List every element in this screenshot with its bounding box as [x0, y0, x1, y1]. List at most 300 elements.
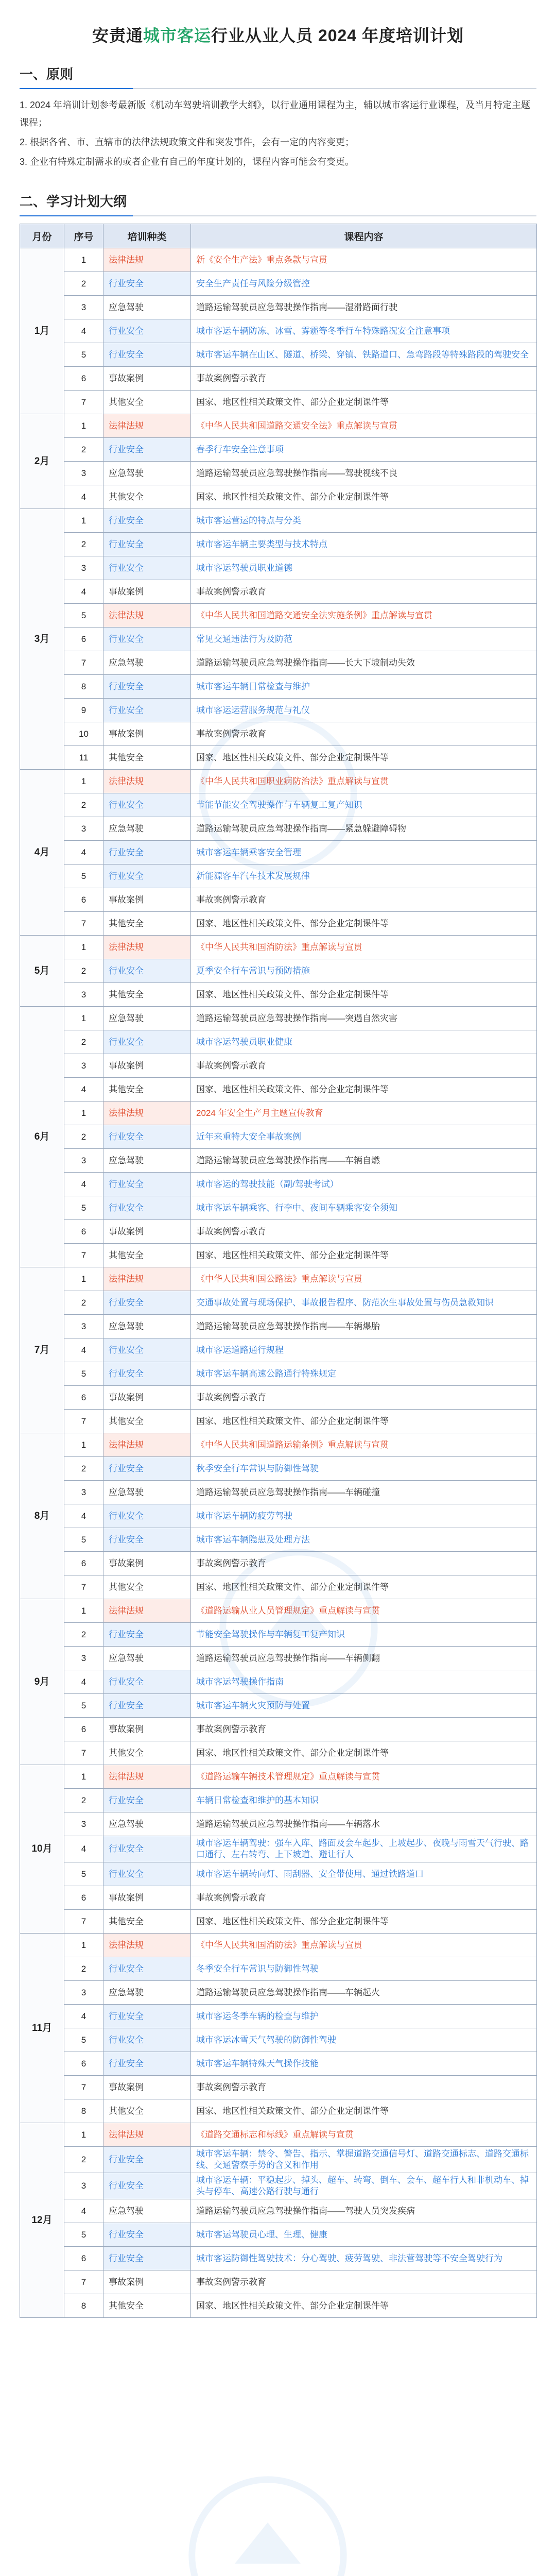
course-content-cell: 城市客运冰雪天气驾驶的防御性驾驶 [191, 2028, 537, 2052]
table-row [20, 1528, 537, 1552]
training-type-cell: 行业安全 [103, 1957, 191, 1981]
training-type-cell: 行业安全 [103, 343, 191, 367]
seq-cell: 6 [64, 1718, 103, 1741]
course-content-cell: 城市客运车辆火灾预防与处置 [191, 1694, 537, 1718]
table-row [20, 1886, 537, 1910]
seq-cell: 1 [64, 414, 103, 438]
table-row [20, 556, 537, 580]
seq-cell: 3 [64, 1481, 103, 1504]
table-row [20, 1267, 537, 1291]
training-type-cell: 法律法规 [103, 936, 191, 959]
table-row [20, 1054, 537, 1078]
training-type-cell: 应急驾驶 [103, 462, 191, 485]
training-type-cell: 其他安全 [103, 912, 191, 936]
seq-cell: 1 [64, 1007, 103, 1030]
principles-list [20, 96, 536, 171]
course-content-cell: 城市客运冬季车辆的检查与维护 [191, 2005, 537, 2028]
course-content-cell: 道路运输驾驶员应急驾驶操作指南——突遇自然灾害 [191, 1007, 537, 1030]
page-title [20, 23, 536, 46]
course-content-cell: 城市客运车辆：平稳起步、掉头、超车、转弯、倒车、会车、超车行人和非机动车、掉头与停车、高速公路行驶与通行 [191, 2173, 537, 2199]
table-row [20, 1481, 537, 1504]
training-type-cell: 法律法规 [103, 770, 191, 793]
table-row [20, 841, 537, 865]
course-content-cell: 2024 年安全生产月主题宣传教育 [191, 1101, 537, 1125]
month-cell: 9月 [20, 1599, 64, 1765]
training-type-cell: 应急驾驶 [103, 1647, 191, 1670]
course-content-cell: 城市客运驾驶员职业道德 [191, 556, 537, 580]
training-type-cell: 行业安全 [103, 272, 191, 296]
training-type-cell: 行业安全 [103, 556, 191, 580]
seq-cell: 4 [64, 1078, 103, 1101]
month-cell: 3月 [20, 509, 64, 770]
table-row [20, 2005, 537, 2028]
table-row [20, 1575, 537, 1599]
header-type: 培训种类 [103, 224, 191, 248]
table-row [20, 1291, 537, 1315]
training-type-cell: 事故案例 [103, 1552, 191, 1575]
training-type-cell: 其他安全 [103, 1244, 191, 1267]
course-content-cell: 新能源客车汽车技术发展规律 [191, 865, 537, 888]
seq-cell: 7 [64, 1741, 103, 1765]
seq-cell: 6 [64, 1886, 103, 1910]
training-type-cell: 事故案例 [103, 1886, 191, 1910]
course-content-cell: 道路运输驾驶员应急驾驶操作指南——湿滑路面行驶 [191, 296, 537, 319]
table-row [20, 2099, 537, 2123]
table-row [20, 367, 537, 391]
course-content-cell: 城市客运驾驶员职业健康 [191, 1030, 537, 1054]
table-row [20, 1007, 537, 1030]
table-row [20, 770, 537, 793]
seq-cell: 1 [64, 248, 103, 272]
training-type-cell: 法律法规 [103, 1433, 191, 1457]
course-content-cell: 城市客运车辆特殊天气操作技能 [191, 2052, 537, 2076]
table-row [20, 1410, 537, 1433]
section-outline-heading: 二、学习计划大纲 [20, 194, 127, 209]
table-row [20, 2052, 537, 2076]
seq-cell: 3 [64, 1981, 103, 2005]
training-type-cell: 行业安全 [103, 533, 191, 556]
seq-cell: 7 [64, 391, 103, 414]
seq-cell: 3 [64, 1812, 103, 1836]
table-body [20, 248, 537, 2318]
table-row [20, 888, 537, 912]
course-content-cell: 安全生产责任与风险分级管控 [191, 272, 537, 296]
course-content-cell: 城市客运车辆防疲劳驾驶 [191, 1504, 537, 1528]
course-content-cell: 国家、地区性相关政策文件、部分企业定制课件等 [191, 1410, 537, 1433]
seq-cell: 3 [64, 296, 103, 319]
training-type-cell: 行业安全 [103, 628, 191, 651]
course-content-cell: 国家、地区性相关政策文件、部分企业定制课件等 [191, 912, 537, 936]
seq-cell: 7 [64, 1410, 103, 1433]
table-row [20, 1934, 537, 1957]
seq-cell: 7 [64, 1244, 103, 1267]
training-type-cell: 事故案例 [103, 888, 191, 912]
training-type-cell: 行业安全 [103, 1338, 191, 1362]
table-row [20, 722, 537, 746]
table-row [20, 699, 537, 722]
table-row [20, 438, 537, 462]
table-row [20, 1599, 537, 1623]
table-row [20, 1315, 537, 1338]
table-row [20, 936, 537, 959]
table-row [20, 1981, 537, 2005]
course-content-cell: 事故案例警示教育 [191, 722, 537, 746]
course-content-cell: 道路运输驾驶员应急驾驶操作指南——车辆自燃 [191, 1149, 537, 1173]
course-content-cell: 春季行车安全注意事项 [191, 438, 537, 462]
course-content-cell: 国家、地区性相关政策文件、部分企业定制课件等 [191, 1244, 537, 1267]
course-content-cell: 事故案例警示教育 [191, 2076, 537, 2099]
table-row [20, 462, 537, 485]
seq-cell: 1 [64, 2123, 103, 2147]
training-type-cell: 事故案例 [103, 580, 191, 604]
table-row [20, 296, 537, 319]
training-type-cell: 其他安全 [103, 2294, 191, 2318]
table-row [20, 1457, 537, 1481]
title-prefix: 安责通 [92, 26, 143, 45]
course-content-cell: 城市客运驾驶员心理、生理、健康 [191, 2223, 537, 2247]
training-type-cell: 行业安全 [103, 1670, 191, 1694]
table-row [20, 2223, 537, 2247]
table-row [20, 1862, 537, 1886]
course-content-cell: 城市客运车辆乘客安全管理 [191, 841, 537, 865]
seq-cell: 6 [64, 1386, 103, 1410]
training-type-cell: 行业安全 [103, 1836, 191, 1862]
section-divider [20, 215, 536, 216]
course-content-cell: 城市客运车辆驾驶：强车入库、路面及会车起步、上坡起步、夜晚与雨雪天气行驶、路口通行、左右转弯、上下坡道、避让行人 [191, 1836, 537, 1862]
course-content-cell: 《道路运输从业人员管理规定》重点解读与宣贯 [191, 1599, 537, 1623]
training-type-cell: 行业安全 [103, 1125, 191, 1149]
month-cell: 11月 [20, 1934, 64, 2123]
seq-cell: 1 [64, 1934, 103, 1957]
table-row [20, 2294, 537, 2318]
table-row [20, 1694, 537, 1718]
month-cell: 6月 [20, 1007, 64, 1267]
seq-cell: 7 [64, 912, 103, 936]
course-content-cell: 新《安全生产法》重点条款与宣贯 [191, 248, 537, 272]
table-row [20, 1765, 537, 1789]
training-type-cell: 其他安全 [103, 391, 191, 414]
training-type-cell: 行业安全 [103, 2247, 191, 2270]
seq-cell: 3 [64, 1054, 103, 1078]
seq-cell: 3 [64, 1647, 103, 1670]
seq-cell: 2 [64, 1125, 103, 1149]
training-type-cell: 行业安全 [103, 1694, 191, 1718]
course-content-cell: 道路运输驾驶员应急驾驶操作指南——车辆碰撞 [191, 1481, 537, 1504]
seq-cell: 3 [64, 462, 103, 485]
training-type-cell: 法律法规 [103, 1599, 191, 1623]
table-row [20, 1244, 537, 1267]
course-content-cell: 节能安全驾驶操作与车辆复工复产知识 [191, 1623, 537, 1647]
course-content-cell: 事故案例警示教育 [191, 1552, 537, 1575]
table-row [20, 1433, 537, 1457]
course-content-cell: 道路运输驾驶员应急驾驶操作指南——车辆落水 [191, 1812, 537, 1836]
course-content-cell: 《中华人民共和国职业病防治法》重点解读与宣贯 [191, 770, 537, 793]
training-plan-table [20, 224, 537, 2318]
course-content-cell: 国家、地区性相关政策文件、部分企业定制课件等 [191, 391, 537, 414]
training-type-cell: 行业安全 [103, 509, 191, 533]
course-content-cell: 事故案例警示教育 [191, 1386, 537, 1410]
course-content-cell: 国家、地区性相关政策文件、部分企业定制课件等 [191, 1910, 537, 1934]
seq-cell: 1 [64, 509, 103, 533]
training-type-cell: 行业安全 [103, 865, 191, 888]
seq-cell: 11 [64, 746, 103, 770]
training-type-cell: 行业安全 [103, 1528, 191, 1552]
training-type-cell: 法律法规 [103, 248, 191, 272]
course-content-cell: 夏季安全行车常识与预防措施 [191, 959, 537, 983]
seq-cell: 1 [64, 1433, 103, 1457]
seq-cell: 6 [64, 2052, 103, 2076]
course-content-cell: 城市客运的驾驶技能（副/驾驶考试） [191, 1173, 537, 1196]
seq-cell: 3 [64, 1315, 103, 1338]
table-row [20, 1125, 537, 1149]
training-type-cell: 行业安全 [103, 1362, 191, 1386]
seq-cell: 2 [64, 2147, 103, 2173]
table-row [20, 1101, 537, 1125]
seq-cell: 6 [64, 1552, 103, 1575]
header-month: 月份 [20, 224, 64, 248]
training-type-cell: 事故案例 [103, 2076, 191, 2099]
table-row [20, 1149, 537, 1173]
training-type-cell: 行业安全 [103, 1457, 191, 1481]
table-row [20, 509, 537, 533]
course-content-cell: 城市客运车辆转向灯、雨刮器、安全带使用、通过铁路道口 [191, 1862, 537, 1886]
table-row [20, 1957, 537, 1981]
course-content-cell: 道路运输驾驶员应急驾驶操作指南——紧急躲避障碍物 [191, 817, 537, 841]
training-type-cell: 行业安全 [103, 841, 191, 865]
seq-cell: 5 [64, 1694, 103, 1718]
training-type-cell: 法律法规 [103, 1101, 191, 1125]
table-row [20, 675, 537, 699]
seq-cell: 1 [64, 936, 103, 959]
course-content-cell: 城市客运道路通行规程 [191, 1338, 537, 1362]
training-type-cell: 行业安全 [103, 1291, 191, 1315]
seq-cell: 1 [64, 770, 103, 793]
seq-cell: 5 [64, 2223, 103, 2247]
training-type-cell: 应急驾驶 [103, 1812, 191, 1836]
seq-cell: 1 [64, 1101, 103, 1125]
course-content-cell: 国家、地区性相关政策文件、部分企业定制课件等 [191, 746, 537, 770]
training-type-cell: 其他安全 [103, 2099, 191, 2123]
table-row [20, 2247, 537, 2270]
seq-cell: 6 [64, 888, 103, 912]
table-row [20, 391, 537, 414]
course-content-cell: 事故案例警示教育 [191, 2270, 537, 2294]
seq-cell: 4 [64, 580, 103, 604]
table-row [20, 2028, 537, 2052]
seq-cell: 8 [64, 675, 103, 699]
training-type-cell: 行业安全 [103, 2173, 191, 2199]
table-row [20, 793, 537, 817]
table-row [20, 2076, 537, 2099]
course-content-cell: 事故案例警示教育 [191, 1054, 537, 1078]
table-row [20, 485, 537, 509]
training-type-cell: 法律法规 [103, 1765, 191, 1789]
table-row [20, 1504, 537, 1528]
table-row [20, 1338, 537, 1362]
training-type-cell: 事故案例 [103, 1054, 191, 1078]
training-type-cell: 应急驾驶 [103, 817, 191, 841]
training-type-cell: 其他安全 [103, 1910, 191, 1934]
seq-cell: 6 [64, 367, 103, 391]
table-row [20, 2173, 537, 2199]
header-content: 课程内容 [191, 224, 537, 248]
course-content-cell: 交通事故处置与现场保护、事故报告程序、防范次生事故处置与伤员急救知识 [191, 1291, 537, 1315]
course-content-cell: 事故案例警示教育 [191, 1220, 537, 1244]
training-type-cell: 应急驾驶 [103, 1315, 191, 1338]
seq-cell: 2 [64, 959, 103, 983]
training-type-cell: 行业安全 [103, 2147, 191, 2173]
section-principles-heading: 一、原则 [20, 66, 74, 82]
training-type-cell: 其他安全 [103, 1741, 191, 1765]
table-row [20, 1196, 537, 1220]
training-type-cell: 行业安全 [103, 699, 191, 722]
seq-cell: 5 [64, 343, 103, 367]
course-content-cell: 道路运输驾驶员应急驾驶操作指南——驾驶人员突发疾病 [191, 2199, 537, 2223]
course-content-cell: 常见交通违法行为及防范 [191, 628, 537, 651]
month-cell: 1月 [20, 248, 64, 414]
table-row [20, 2199, 537, 2223]
course-content-cell: 国家、地区性相关政策文件、部分企业定制课件等 [191, 485, 537, 509]
course-content-cell: 《中华人民共和国道路交通安全法》重点解读与宣贯 [191, 414, 537, 438]
course-content-cell: 国家、地区性相关政策文件、部分企业定制课件等 [191, 1741, 537, 1765]
course-content-cell: 城市客运车辆主要类型与技术特点 [191, 533, 537, 556]
training-type-cell: 行业安全 [103, 675, 191, 699]
training-type-cell: 行业安全 [103, 1789, 191, 1812]
seq-cell: 4 [64, 1338, 103, 1362]
training-type-cell: 行业安全 [103, 1623, 191, 1647]
seq-cell: 3 [64, 2173, 103, 2199]
seq-cell: 4 [64, 1670, 103, 1694]
training-type-cell: 事故案例 [103, 722, 191, 746]
month-cell: 8月 [20, 1433, 64, 1599]
seq-cell: 7 [64, 1910, 103, 1934]
seq-cell: 10 [64, 722, 103, 746]
training-type-cell: 事故案例 [103, 2270, 191, 2294]
seq-cell: 9 [64, 699, 103, 722]
course-content-cell: 《中华人民共和国消防法》重点解读与宣贯 [191, 1934, 537, 1957]
table-row [20, 1647, 537, 1670]
seq-cell: 6 [64, 1220, 103, 1244]
seq-cell: 5 [64, 2028, 103, 2052]
training-type-cell: 其他安全 [103, 485, 191, 509]
course-content-cell: 《中华人民共和国道路运输条例》重点解读与宣贯 [191, 1433, 537, 1457]
course-content-cell: 道路运输驾驶员应急驾驶操作指南——长大下坡制动失效 [191, 651, 537, 675]
table-row [20, 533, 537, 556]
training-type-cell: 应急驾驶 [103, 1007, 191, 1030]
seq-cell: 2 [64, 1457, 103, 1481]
course-content-cell: 节能节能安全驾驶操作与车辆复工复产知识 [191, 793, 537, 817]
table-row [20, 959, 537, 983]
training-type-cell: 行业安全 [103, 2005, 191, 2028]
seq-cell: 4 [64, 841, 103, 865]
table-row [20, 983, 537, 1007]
course-content-cell: 城市客运车辆日常检查与维护 [191, 675, 537, 699]
training-type-cell: 其他安全 [103, 1078, 191, 1101]
training-type-cell: 行业安全 [103, 319, 191, 343]
seq-cell: 6 [64, 2247, 103, 2270]
seq-cell: 1 [64, 1267, 103, 1291]
course-content-cell: 《中华人民共和国道路交通安全法实施条例》重点解读与宣贯 [191, 604, 537, 628]
course-content-cell: 《中华人民共和国公路法》重点解读与宣贯 [191, 1267, 537, 1291]
seq-cell: 4 [64, 2199, 103, 2223]
table-row [20, 1718, 537, 1741]
table-row [20, 1670, 537, 1694]
seq-cell: 1 [64, 1599, 103, 1623]
course-content-cell: 秋季安全行车常识与防御性驾驶 [191, 1457, 537, 1481]
month-cell: 2月 [20, 414, 64, 509]
course-content-cell: 国家、地区性相关政策文件、部分企业定制课件等 [191, 1078, 537, 1101]
seq-cell: 2 [64, 1291, 103, 1315]
training-type-cell: 行业安全 [103, 1196, 191, 1220]
seq-cell: 5 [64, 865, 103, 888]
table-row [20, 1030, 537, 1054]
table-row [20, 414, 537, 438]
training-type-cell: 行业安全 [103, 2028, 191, 2052]
principle-3: 3. 企业有特殊定制需求的或者企业有自己的年度计划的，课程内容可能会有变更。 [20, 157, 355, 167]
seq-cell: 4 [64, 319, 103, 343]
table-row [20, 272, 537, 296]
training-type-cell: 其他安全 [103, 983, 191, 1007]
training-type-cell: 行业安全 [103, 1862, 191, 1886]
table-row [20, 319, 537, 343]
training-type-cell: 其他安全 [103, 1410, 191, 1433]
course-content-cell: 道路运输驾驶员应急驾驶操作指南——驾驶视线不良 [191, 462, 537, 485]
table-row [20, 248, 537, 272]
seq-cell: 4 [64, 1504, 103, 1528]
course-content-cell: 国家、地区性相关政策文件、部分企业定制课件等 [191, 2294, 537, 2318]
course-content-cell: 冬季安全行车常识与防御性驾驶 [191, 1957, 537, 1981]
training-type-cell: 应急驾驶 [103, 296, 191, 319]
seq-cell: 2 [64, 272, 103, 296]
training-type-cell: 行业安全 [103, 959, 191, 983]
course-content-cell: 城市客运车辆乘客、行李中、夜间车辆乘客安全须知 [191, 1196, 537, 1220]
course-content-cell: 城市客运营运的特点与分类 [191, 509, 537, 533]
seq-cell: 4 [64, 485, 103, 509]
seq-cell: 7 [64, 1575, 103, 1599]
training-type-cell: 事故案例 [103, 1220, 191, 1244]
training-type-cell: 行业安全 [103, 2223, 191, 2247]
course-content-cell: 国家、地区性相关政策文件、部分企业定制课件等 [191, 1575, 537, 1599]
table-row [20, 580, 537, 604]
course-content-cell: 事故案例警示教育 [191, 888, 537, 912]
table-row [20, 1623, 537, 1647]
training-type-cell: 行业安全 [103, 1173, 191, 1196]
table-row [20, 912, 537, 936]
seq-cell: 3 [64, 1149, 103, 1173]
seq-cell: 8 [64, 2294, 103, 2318]
table-header-row [20, 224, 537, 248]
watermark-icon [185, 2473, 350, 2576]
month-cell: 5月 [20, 936, 64, 1007]
course-content-cell: 《中华人民共和国消防法》重点解读与宣贯 [191, 936, 537, 959]
table-row [20, 1386, 537, 1410]
training-type-cell: 其他安全 [103, 746, 191, 770]
training-type-cell: 应急驾驶 [103, 1149, 191, 1173]
training-type-cell: 行业安全 [103, 793, 191, 817]
training-type-cell: 应急驾驶 [103, 651, 191, 675]
seq-cell: 8 [64, 2099, 103, 2123]
table-row [20, 1552, 537, 1575]
month-cell: 12月 [20, 2123, 64, 2318]
title-suffix: 行业从业人员 2024 年度培训计划 [211, 26, 464, 45]
month-cell: 10月 [20, 1765, 64, 1934]
training-type-cell: 行业安全 [103, 438, 191, 462]
table-row [20, 2147, 537, 2173]
table-row [20, 628, 537, 651]
course-content-cell: 事故案例警示教育 [191, 580, 537, 604]
seq-cell: 5 [64, 1862, 103, 1886]
table-row [20, 1078, 537, 1101]
